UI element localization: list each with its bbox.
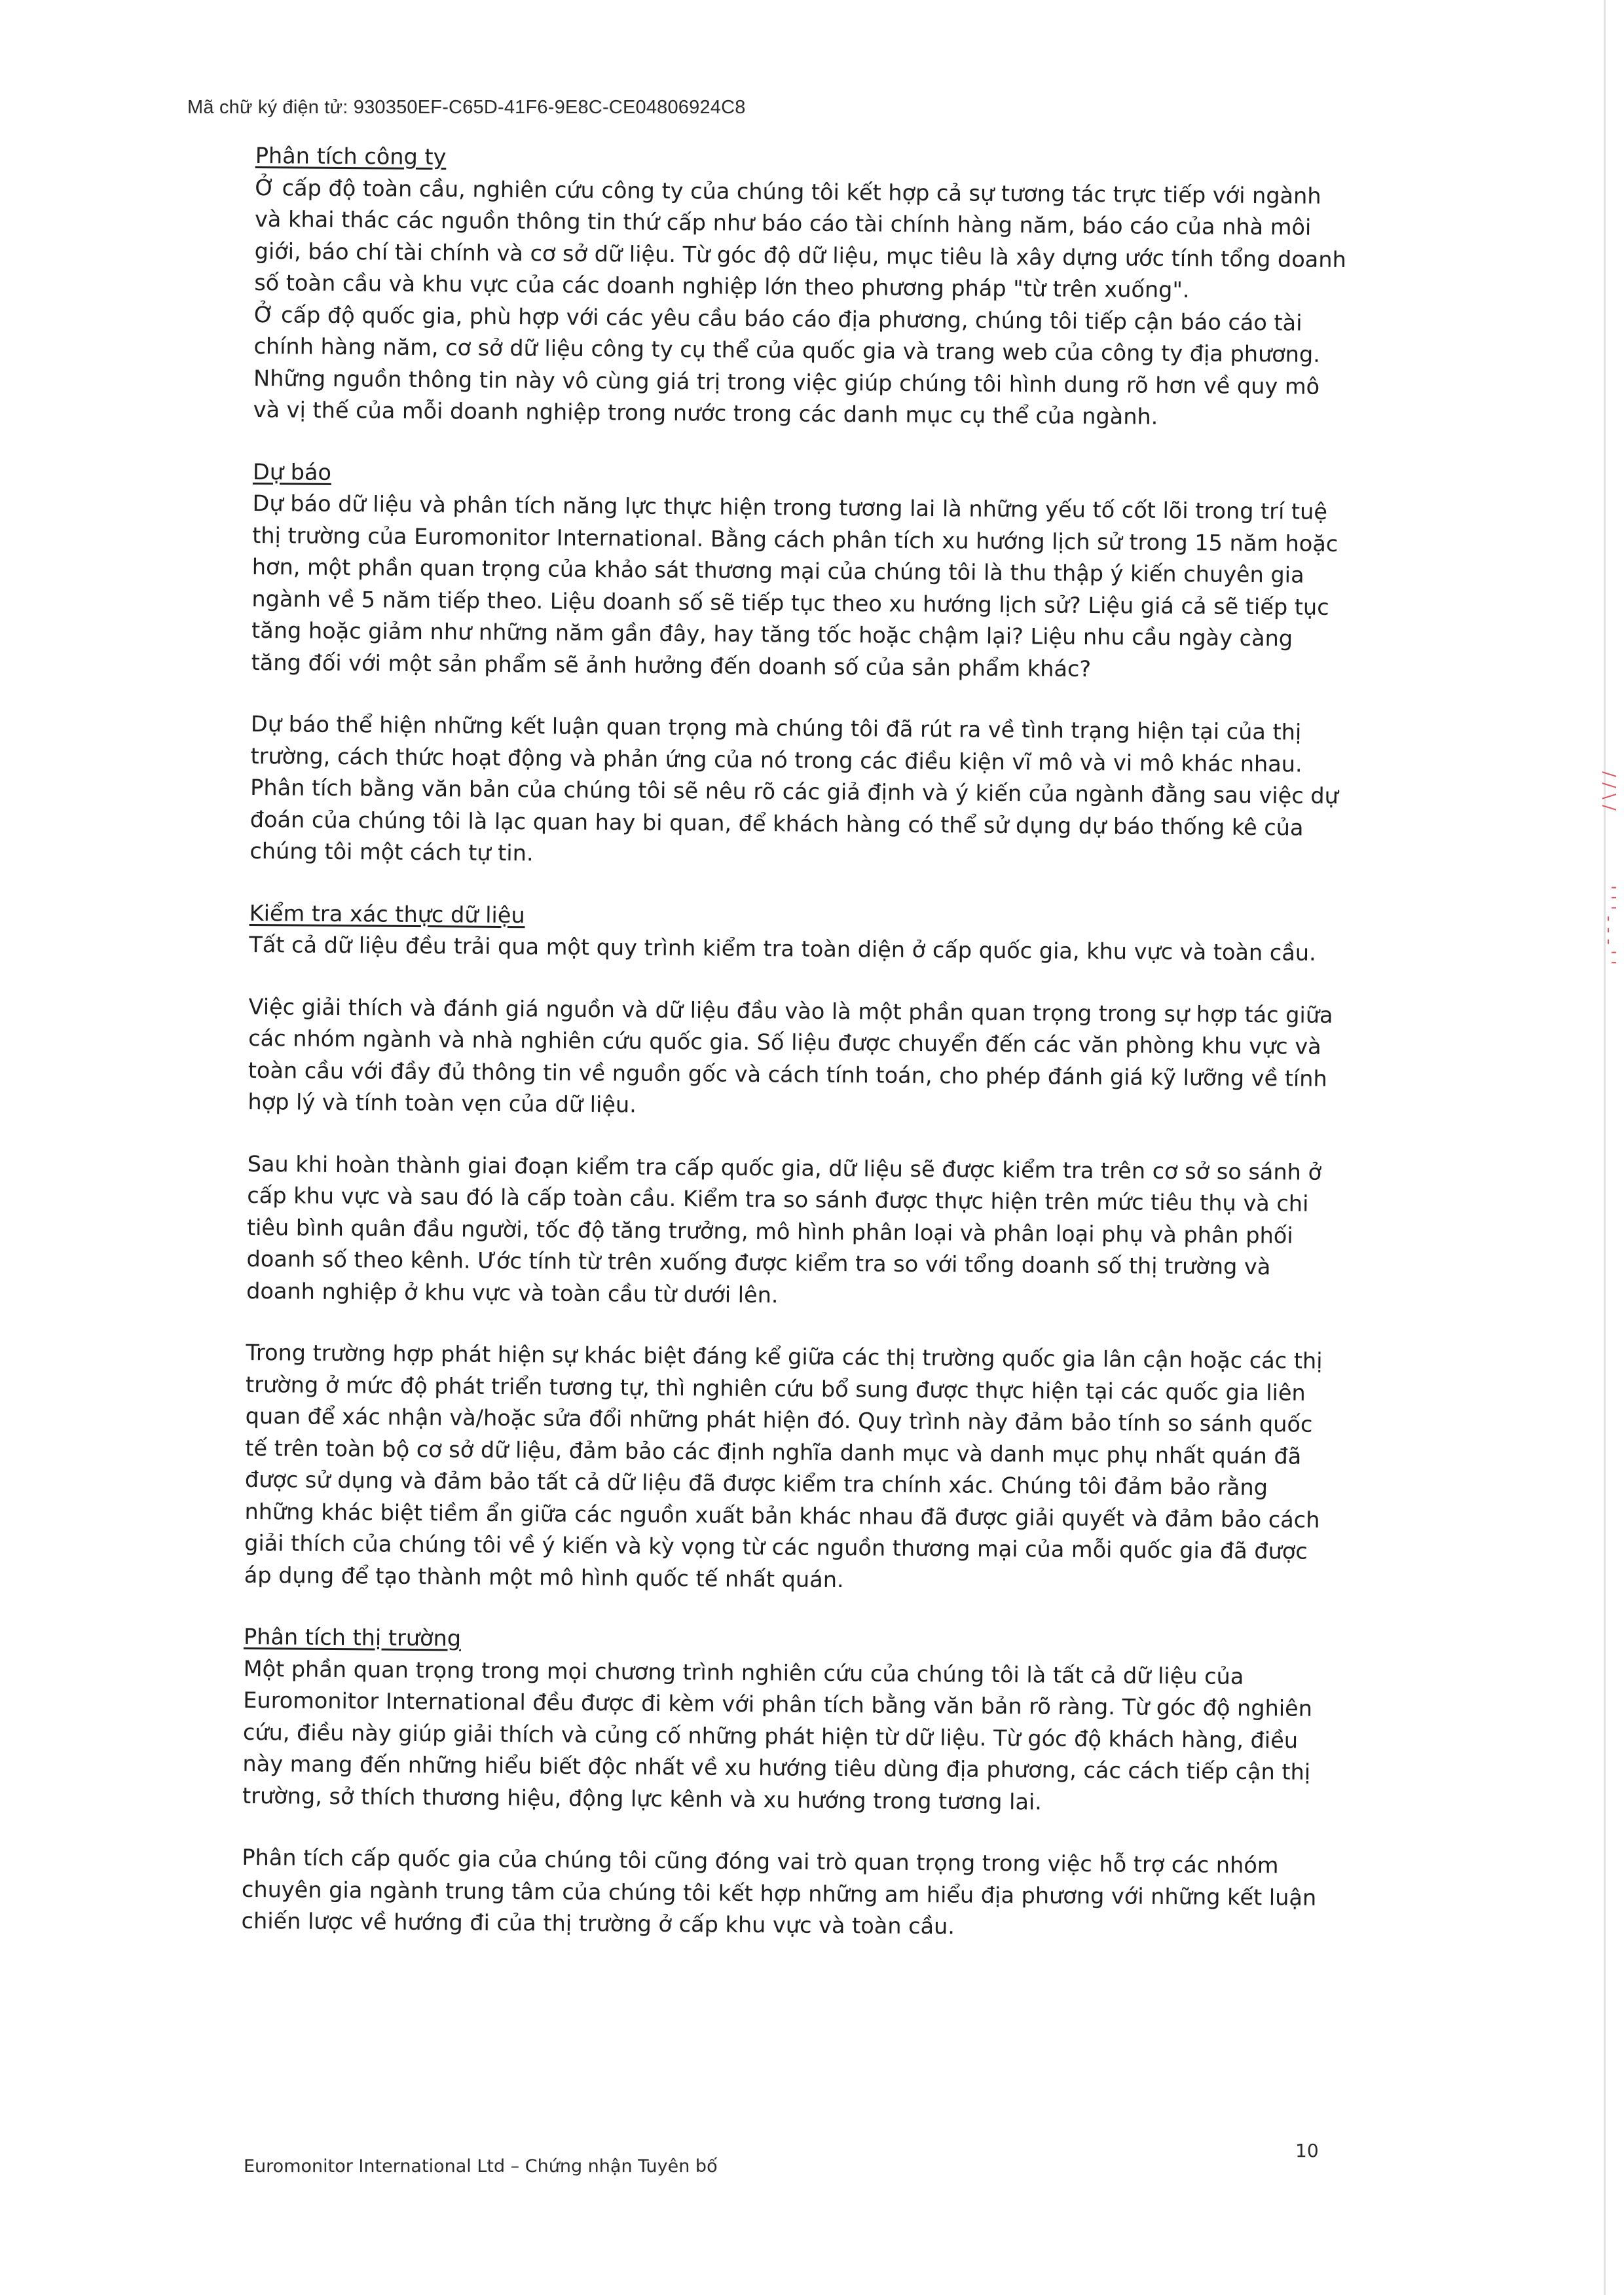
document-body — [241, 140, 1349, 1976]
paragraph: Trong trường hợp phát hiện sự khác biệt đáng kể giữa các thị trường quốc gia lân cận hoặc các thị trường ở mức độ phát triển tương tự, thì nghiên cứu bổ sung được thực hiện tại các quốc gia liên quan để xác nhận và/hoặc sửa đổi những phát hiện đó. Quy trình này đảm bảo tính so sánh quốc tế trên toàn bộ cơ sở dữ liệu, đảm bảo các định nghĩa danh mục và danh mục phụ nhất quán đã được sử dụng và đảm bảo tất cả dữ liệu đã được kiểm tra chính xác. Chúng tôi đảm bảo rằng những khác biệt tiềm ẩn giữa các nguồn xuất bản khác nhau đã được giải quyết và đảm bảo cách giải thích của chúng tôi về ý kiến và kỳ vọng từ các nguồn thương mại của mỗi quốc gia đã được áp dụng để tạo thành một mô hình quốc tế nhất quán. — [244, 1339, 1323, 1592]
section-title: Phân tích công ty — [255, 142, 447, 170]
section-data-verification — [244, 897, 1343, 1600]
paragraph: Việc giải thích và đánh giá nguồn và dữ liệu đầu vào là một phần quan trọng trong sự hợp tác giữa các nhóm ngành và nhà nghiên cứu quốc gia. Số liệu được chuyển đến các văn phòng khu vực và toàn cầu với đầy đủ thông tin về nguồn gốc và cách tính toán, cho phép đánh giá kỹ lưỡng về tính hợp lý và tính toàn vẹn của dữ liệu. — [248, 993, 1333, 1118]
paragraph: Ở cấp độ quốc gia, phù hợp với các yêu cầu báo cáo địa phương, chúng tôi tiếp cận báo cáo tài chính hàng năm, cơ sở dữ liệu công ty cụ thể của quốc gia và trang web của công ty địa phương. Những nguồn thông tin này vô cùng giá trị trong việc giúp chúng tôi hình dung rõ hơn về quy mô và vị thế của mỗi doanh nghiệp trong nước trong các danh mục cụ thể của ngành. — [253, 301, 1321, 430]
section-market-analysis — [241, 1621, 1337, 1946]
section-forecast — [249, 456, 1346, 875]
red-stamp-fragment: ' ' ' - - - ' ' — [1599, 885, 1619, 965]
section-company-analysis — [253, 140, 1349, 435]
digital-signature-code: Mã chữ ký điện tử: 930350EF-C65D-41F6-9E8C-CE04806924C8 — [187, 97, 746, 118]
paragraph: Sau khi hoàn thành giai đoạn kiểm tra cấp quốc gia, dữ liệu sẽ được kiểm tra trên cơ sở so sánh ở cấp khu vực và sau đó là cấp toàn cầu. Kiểm tra so sánh được thực hiện trên mức tiêu thụ và chi tiêu bình quân đầu người, tốc độ tăng trưởng, mô hình phân loại và phân loại phụ và phân phối doanh số theo kênh. Ước tính từ trên xuống được kiểm tra so với tổng doanh số thị trường và doanh nghiệp ở khu vực và toàn cầu từ dưới lên. — [246, 1150, 1322, 1308]
red-stamp-fragment: / / \ / — [1599, 771, 1619, 811]
paragraph: Phân tích cấp quốc gia của chúng tôi cũng đóng vai trò quan trọng trong việc hỗ trợ các nhóm chuyên gia ngành trung tâm của chúng tôi kết hợp những am hiểu địa phương với những kết luận chiến lược về hướng đi của thị trường ở cấp khu vực và toàn cầu. — [241, 1844, 1317, 1939]
page-number: 10 — [1295, 2140, 1319, 2161]
footer-company-line: Euromonitor International Ltd – Chứng nhận Tuyên bố — [244, 2156, 718, 2176]
page-edge-shadow — [1604, 0, 1606, 2295]
paragraph: Dự báo dữ liệu và phân tích năng lực thực hiện trong tương lai là những yếu tố cốt lõi trong trí tuệ thị trường của Euromonitor International. Bằng cách phân tích xu hướng lịch sử trong 15 năm hoặc hơn, một phần quan trọng của khảo sát thương mại của chúng tôi là thu thập ý kiến chuyên gia ngành về 5 năm tiếp theo. Liệu doanh số sẽ tiếp tục theo xu hướng lịch sử? Liệu giá cả sẽ tiếp tục tăng hoặc giảm như những năm gần đây, hay tăng tốc hoặc chậm lại? Liệu nhu cầu ngày càng tăng đối với một sản phẩm sẽ ảnh hưởng đến doanh số của sản phẩm khác? — [251, 490, 1338, 682]
paragraph: Một phần quan trọng trong mọi chương trình nghiên cứu của chúng tôi là tất cả dữ liệu của Euromonitor International đều được đi kèm với phân tích bằng văn bản rõ ràng. Từ góc độ nghiên cứu, điều này giúp giải thích và củng cố những phát hiện từ dữ liệu. Từ góc độ khách hàng, điều này mang đến những hiểu biết độc nhất về xu hướng tiêu dùng địa phương, các cách tiếp cận thị trường, sở thích thương hiệu, động lực kênh và xu hướng trong tương lai. — [242, 1655, 1313, 1815]
paragraph: Ở cấp độ toàn cầu, nghiên cứu công ty của chúng tôi kết hợp cả sự tương tác trực tiếp với ngành và khai thác các nguồn thông tin thứ cấp như báo cáo tài chính hàng năm, báo cáo của nhà môi giới, báo chí tài chính và cơ sở dữ liệu. Từ góc độ dữ liệu, mục tiêu là xây dựng ước tính tổng doanh số toàn cầu và khu vực của các doanh nghiệp lớn theo phương pháp "từ trên xuống". — [254, 174, 1346, 303]
section-title: Kiểm tra xác thực dữ liệu — [249, 900, 525, 928]
paragraph: Dự báo thể hiện những kết luận quan trọng mà chúng tôi đã rút ra về tình trạng hiện tại của thị trường, cách thức hoạt động và phản ứng của nó trong các điều kiện vĩ mô và vi mô khác nhau. Phân tích bằng văn bản của chúng tôi sẽ nêu rõ các giả định và ý kiến của ngành đằng sau việc dự đoán của chúng tôi là lạc quan hay bi quan, để khách hàng có thể sử dụng dự báo thống kê của chúng tôi một cách tự tin. — [249, 710, 1339, 866]
paragraph: Tất cả dữ liệu đều trải qua một quy trình kiểm tra toàn diện ở cấp quốc gia, khu vực và toàn cầu. — [249, 931, 1316, 966]
section-title: Phân tích thị trường — [243, 1623, 462, 1651]
section-title: Dự báo — [252, 458, 332, 485]
